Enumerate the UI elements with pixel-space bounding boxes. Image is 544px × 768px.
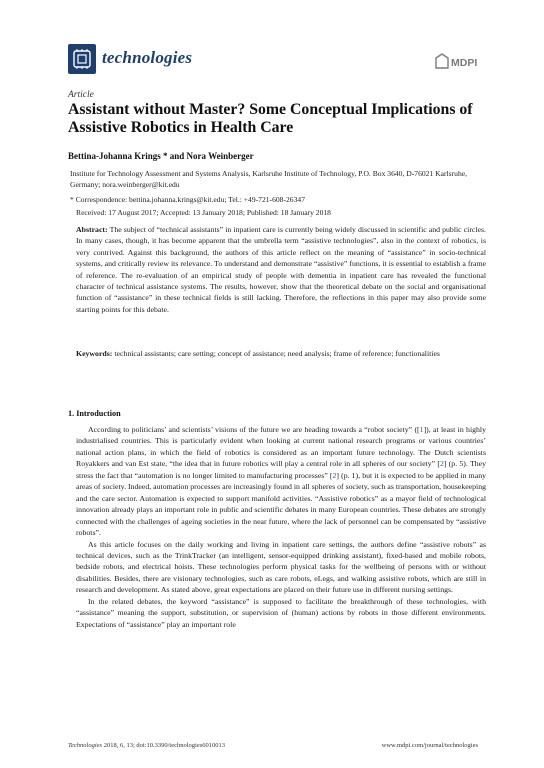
paragraph: As this article focuses on the daily working and living in inpatient care settings, the authors define “assistive robots” as technical devices, such as the TrinkTracker (an intelligent, sensor-equipped drinking assistant), fixed-based and mobile robots, bedside robots, and electrical hoists. These technologies perform physical tasks for the wellbeing of persons with or without disabilities. Besides, there are visionary technologies, such as care robots, eLegs, and walking assistive robots, which are still in research and development. As stated above, great expectations are placed on their future use in different nursing settings.: [76, 539, 486, 595]
citation-link[interactable]: 1: [419, 425, 424, 434]
mdpi-logo-icon: [434, 52, 478, 70]
keywords: [76, 348, 486, 359]
paragraph: In the related debates, the keyword “assistance” is supposed to facilitate the breakthrough of these technologies, with “assistance” meaning the support, substitution, or supervision of (human) actions by robots in those different environments. Expectations of “assistance” play an important role: [76, 596, 486, 629]
correspondence: * Correspondence: bettina.johanna.krings@kit.edu; Tel.: +49-721-608-26347: [70, 195, 305, 204]
journal-logo-icon: [68, 44, 96, 74]
paragraph: According to politicians’ and scientists’ visions of the future we are heading towards a “robot society” ([1]), at least in highly industrialised countries. This is particularly evident when looking at current national research programs or various countries’ national action plans, in which the field of robotics is considered as an important future technology. The Dutch scientists Royakkers and van Est state, “the idea that in future robotics will play a central role in all spheres of our society” [2] (p. 5). They stress the fact that “automation is no longer limited to manufacturing processes” [2] (p. 1), but it is expected to be applied in many areas of society. Indeed, automation processes are increasingly found in all spheres of society, such as transportation, housekeeping and the care sector. Automation is expected to support manifold activities. “Assistive robotics” as a mayor field of technological innovation already plays an important role in public and scientific debates in many European countries. These debates are strongly connected with the challenges of ageing societies in the near future, where the lack of personnel can be compensated by “assistive robots”.: [76, 425, 487, 538]
abstract: [76, 224, 486, 315]
citation-link[interactable]: 2: [332, 470, 337, 480]
citation-link[interactable]: 2: [439, 459, 444, 469]
article-title: Assistant without Master? Some Conceptual Implications of Assistive Robotics in Health Care: [68, 101, 473, 136]
keywords-label: Keywords:: [76, 349, 113, 358]
footer-citation: Technologies 2018, 6, 13; doi:10.3390/technologies6010013: [68, 742, 226, 749]
page-header: [68, 44, 478, 76]
article-authors: Bettina-Johanna Krings * and Nora Weinberger: [68, 151, 254, 161]
journal-name: technologies: [102, 48, 193, 67]
publisher-name: MDPI: [451, 57, 478, 69]
author-affiliation: Institute for Technology Assessment and Systems Analysis, Karlsruhe Institute of Technology, P.O. Box 3640, D-76021 Karlsruhe, Germany; nora.weinberger@kit.edu: [70, 169, 468, 189]
article-type: Article: [68, 90, 94, 100]
keywords-text: technical assistants; care setting; concept of assistance; need analysis; frame of reference; functionalities: [114, 349, 440, 358]
section-body: [76, 424, 486, 630]
abstract-text: The subject of “technical assistants” in inpatient care is currently being widely discussed in scientific and public circles. In many cases, though, it has become apparent that the umbrella term “assistive technologies”, also in the context of robotics, is very contrived. Against this background, the authors of this article reflect on the meaning of “assistance” in socio-technical systems, and critically review its relevance. To understand and demonstrate “assistive” functions, it is essential to establish a frame of reference. The re-evaluation of an empirical study of people with dementia in inpatient care has revealed the functional character of technical assistance systems. The results, however, show that the theoretical debate on the social and organisational function of “assistance” in these technical fields is still lacking. Therefore, the reflections in this paper may also provide some starting points for this debate.: [76, 225, 486, 314]
mdpi-logo: [434, 52, 478, 70]
section-heading: 1. Introduction: [68, 409, 121, 418]
abstract-label: Abstract:: [76, 225, 108, 234]
publication-dates: Received: 17 August 2017; Accepted: 13 January 2018; Published: 18 January 2018: [76, 208, 331, 217]
footer-url[interactable]: www.mdpi.com/journal/technologies: [381, 742, 478, 749]
